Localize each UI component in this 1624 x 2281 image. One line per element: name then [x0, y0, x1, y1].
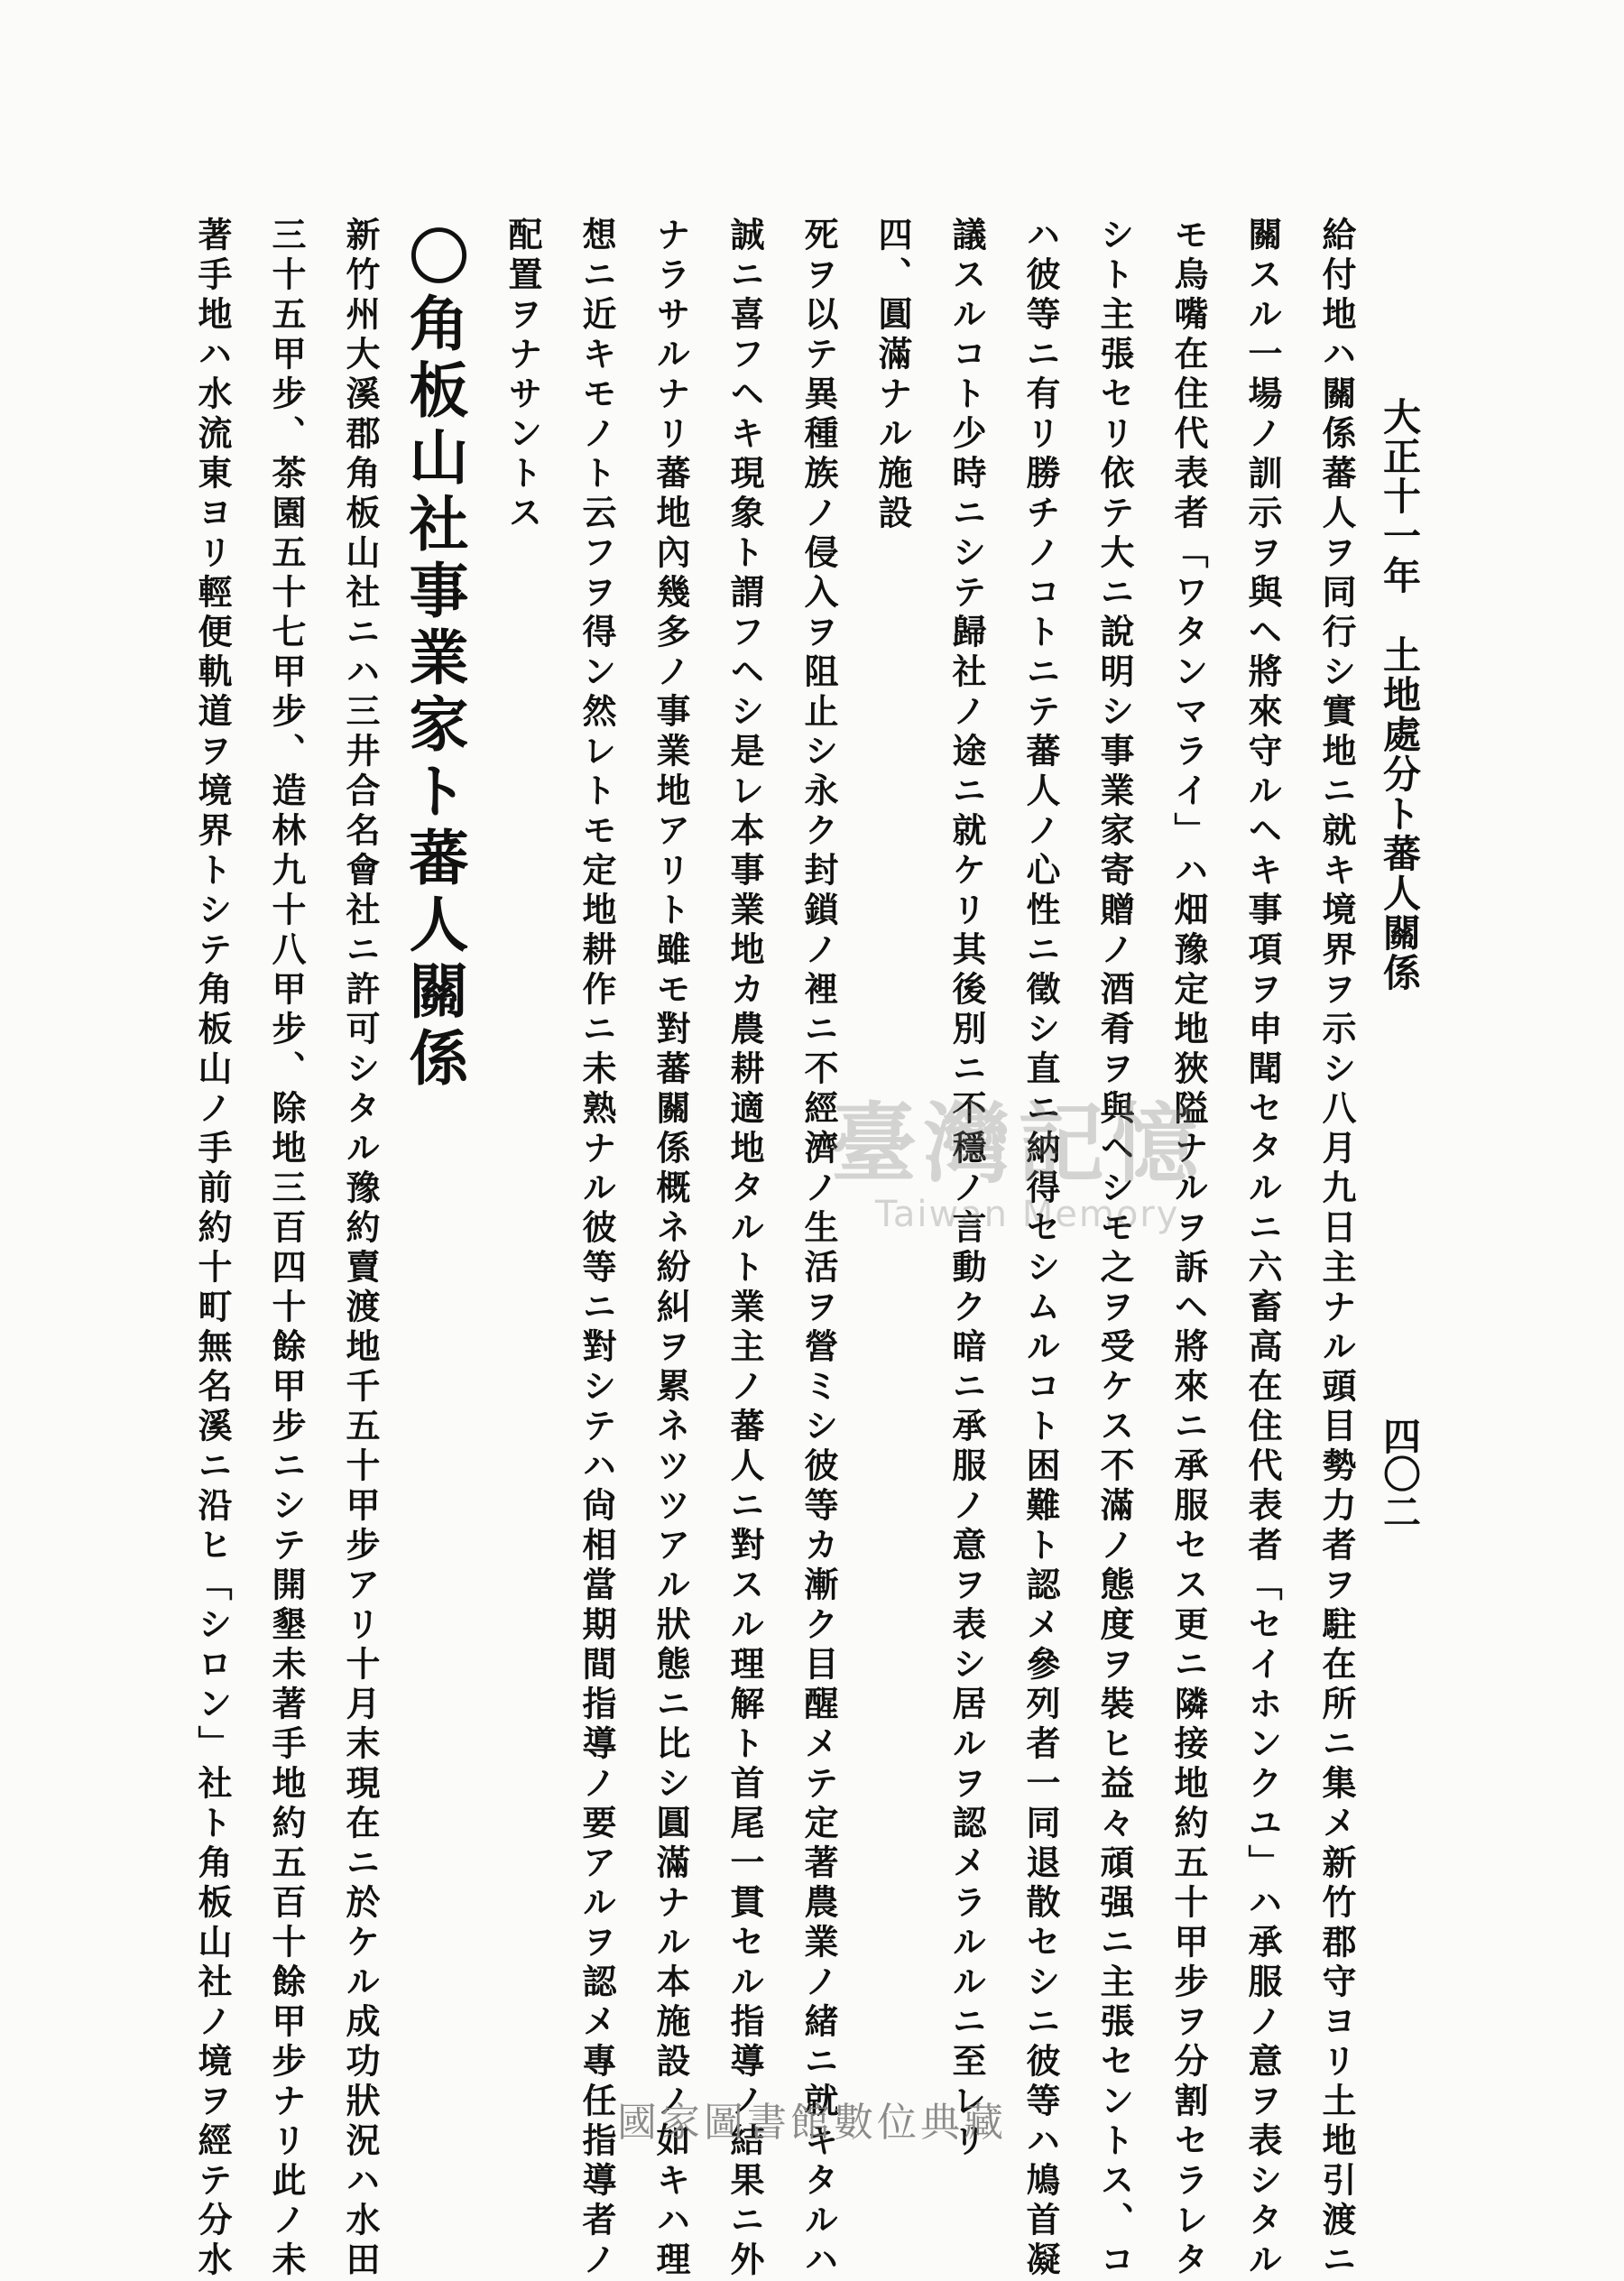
page-number: 四〇二	[1378, 1417, 1422, 1530]
text-column: 想ニ近キモノト云フヲ得ン然レトモ定地耕作ニ未熟ナル彼等ニ對シテハ尙相當期間指導ノ要アルヲ認メ專任指導者ノ	[577, 217, 617, 2281]
watermark-main: 臺灣記憶	[830, 1093, 1205, 1195]
footer-credit: 國家圖書館數位典藏	[617, 2100, 1007, 2146]
text-column: 配置ヲナサントス	[503, 217, 543, 534]
watermark-sub: Taiwan Memory	[875, 1194, 1180, 1235]
text-column: 給付地ハ關係蕃人ヲ同行シ實地ニ就キ境界ヲ示シ八月九日主ナル頭目勢力者ヲ駐在所ニ集メ新竹郡守ヨリ土地引渡ニ	[1316, 217, 1357, 2281]
subsection-heading: 四、圓滿ナル施設	[872, 217, 913, 534]
running-head: 大正十一年 土地處分ト蕃人關係	[1378, 397, 1422, 993]
text-column: 新竹州大溪郡角板山社ニハ三井合名會社ニ許可シタル豫約賣渡地千五十甲步アリ十月末現在ニ於ケル成功狀況ハ水田	[340, 217, 381, 2281]
text-column: シト主張セリ依テ大ニ說明シ事業家寄贈ノ酒肴ヲ與ヘシモ之ヲ受ケス不滿ノ態度ヲ裝ヒ益々頑强ニ主張セントス、コ	[1094, 217, 1135, 2281]
text-column: 誠ニ喜フヘキ現象ト謂フヘシ是レ本事業地カ農耕適地タルト業主ノ蕃人ニ對スル理解ト首尾一貫セル指導ノ結果ニ外	[724, 217, 765, 2281]
text-column: ナラサルナリ蕃地內幾多ノ事業地アリト雖モ對蕃關係概ネ紛糾ヲ累ネツツアル狀態ニ比シ圓滿ナル本施設ノ如キハ理	[651, 217, 691, 2281]
text-column: 死ヲ以テ異種族ノ侵入ヲ阻止シ永ク封鎖ノ裡ニ不經濟ノ生活ヲ營ミシ彼等カ漸ク目醒メテ定著農業ノ緒ニ就キタルハ	[798, 217, 839, 2281]
section-heading: 〇角板山社事業家ト蕃人關係	[399, 226, 469, 1094]
text-column: 三十五甲步、茶園五十七甲步、造林九十八甲步、除地三百四十餘甲步ニシテ開墾未著手地約五百十餘甲步ナリ此ノ未	[266, 217, 307, 2281]
text-column: 關スル一場ノ訓示ヲ與ヘ將來守ルヘキ事項ヲ申聞セタルニ六畜高在住代表者「セイホンクユ」ハ承服ノ意ヲ表シタル	[1242, 217, 1283, 2281]
text-column: 議スルコト少時ニシテ歸社ノ途ニ就ケリ其後別ニ不穩ノ言動ク暗ニ承服ノ意ヲ表シ居ルヲ認メラルルニ至レリ	[946, 217, 987, 2162]
text-column: モ烏嘴在住代表者「ワタンマライ」ハ畑豫定地狹隘ナルヲ訴ヘ將來ニ承服セス更ニ隣接地約五十甲步ヲ分割セラレタ	[1168, 217, 1209, 2281]
text-column: 著手地ハ水流東ヨリ輕便軌道ヲ境界トシテ角板山ノ手前約十町無名溪ニ沿ヒ「シロン」社ト角板山社ノ境ヲ經テ分水	[192, 217, 233, 2281]
text-column: ハ彼等ニ有リ勝チノコトニテ蕃人ノ心性ニ徵シ直ニ納得セシムルコト困難ト認メ參列者一同退散セシニ彼等ハ鳩首凝	[1020, 217, 1061, 2281]
